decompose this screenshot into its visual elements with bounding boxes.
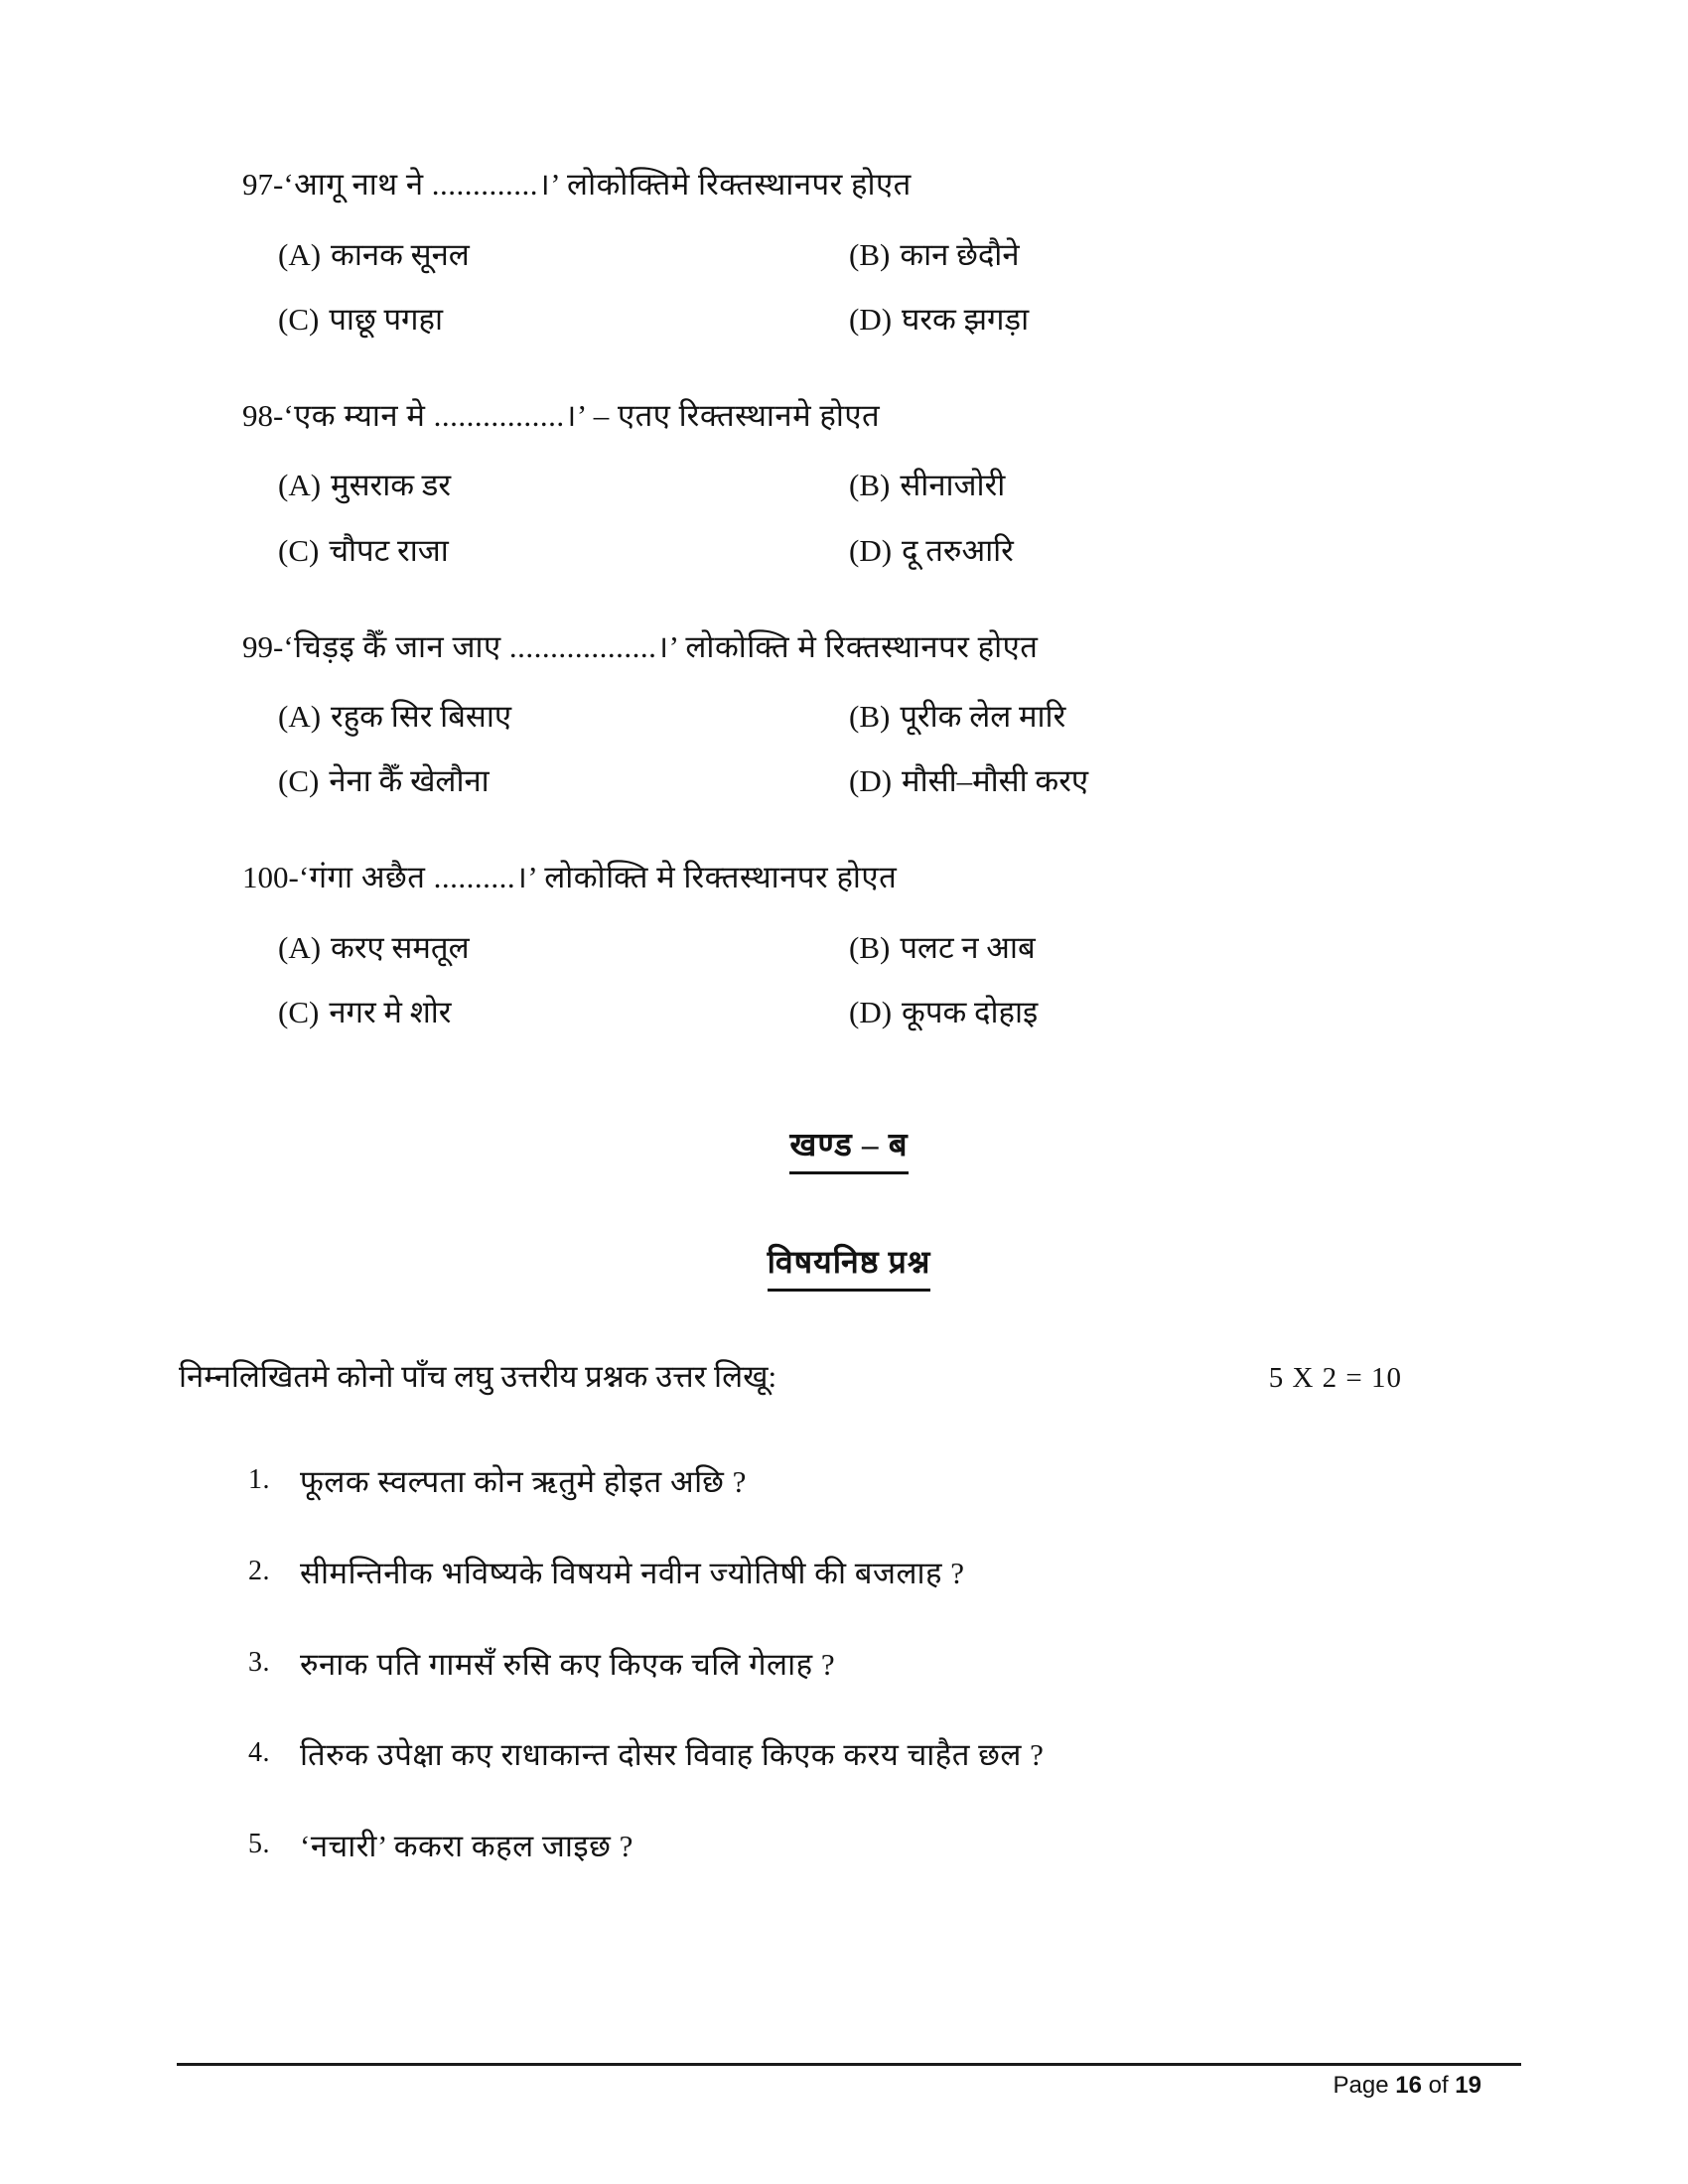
marks-scheme: 5 X 2 = 10 [1268, 1362, 1402, 1395]
option-b [849, 469, 1519, 502]
short-question-2 [248, 1556, 1519, 1591]
short-question-text: तिरुक उपेक्षा कए राधाकान्त दोसर विवाह किएक करय चाहैत छल ? [300, 1737, 1045, 1773]
short-question-number: 5. [248, 1828, 270, 1859]
question-body: ‘चिड़इ कैँ जान जाए ..................।’ लोकोक्ति मे रिक्तस्थानपर होएत [283, 628, 1039, 664]
short-question-4 [248, 1737, 1519, 1773]
mcq-question-97 [179, 167, 1519, 337]
question-number: 97- [242, 167, 284, 202]
page-number-label [177, 2072, 1521, 2100]
short-question-3 [248, 1647, 1519, 1683]
options-grid [179, 238, 1519, 337]
section-heading-text: खण्ड – ब [789, 1121, 908, 1174]
option-b [849, 700, 1519, 734]
option-text: रहुक सिर बिसाए [331, 699, 512, 735]
option-label: (C) [278, 763, 320, 799]
option-c [278, 303, 849, 337]
option-a [278, 469, 849, 502]
option-label: (A) [278, 930, 322, 966]
short-question-text: सीमन्तिनीक भविष्यके विषयमे नवीन ज्योतिषी की बजलाह ? [300, 1555, 965, 1590]
mcq-question-99 [179, 629, 1519, 799]
short-question-text: रुनाक पति गामसँ रुसि कए किएक चलि गेलाह ? [300, 1646, 836, 1682]
option-label: (D) [849, 763, 893, 799]
option-text: पाछू पगहा [329, 301, 443, 337]
option-b [849, 931, 1519, 965]
footer-middle: of [1421, 2072, 1456, 2099]
option-label: (B) [849, 236, 891, 272]
option-text: कानक सूनल [331, 236, 470, 272]
mcq-question-100 [179, 860, 1519, 1029]
short-question-number: 2. [248, 1555, 270, 1586]
option-c [278, 764, 849, 798]
question-text [179, 860, 1519, 895]
option-text: पलट न आब [900, 930, 1036, 966]
option-text: नेना कैँ खेलौना [329, 763, 490, 799]
instruction-row [179, 1355, 1519, 1397]
option-c [278, 996, 849, 1029]
option-d [849, 534, 1519, 568]
option-text: सीनाजोरी [900, 468, 1006, 503]
option-a [278, 700, 849, 734]
option-label: (D) [849, 995, 893, 1030]
question-text [179, 167, 1519, 203]
option-text: कान छेदौने [900, 236, 1020, 272]
option-label: (B) [849, 930, 891, 966]
option-d [849, 303, 1519, 337]
option-label: (C) [278, 301, 320, 337]
footer-page-number: 16 [1395, 2072, 1422, 2099]
option-a [278, 238, 849, 272]
option-label: (B) [849, 699, 891, 735]
option-text: करए समतूल [331, 930, 470, 966]
option-d [849, 996, 1519, 1029]
mcq-question-98 [179, 398, 1519, 568]
options-grid [179, 700, 1519, 798]
option-text: मौसी–मौसी करए [902, 763, 1089, 799]
option-text: पूरीक लेल मारि [900, 699, 1066, 735]
option-label: (B) [849, 468, 891, 503]
instruction-text: निम्नलिखितमे कोनो पाँच लघु उत्तरीय प्रश्नक उत्तर लिखू: [179, 1359, 777, 1395]
option-label: (C) [278, 532, 320, 568]
section-subheading-text: विषयनिष्ठ प्रश्न [768, 1240, 931, 1292]
question-body: ‘आगू नाथ ने .............।’ लोकोक्तिमे रिक्तस्थानपर होएत [283, 167, 912, 202]
question-body: ‘एक म्यान मे ................।’ – एतए रिक्तस्थानमे होएत [283, 397, 881, 433]
page-footer [177, 2063, 1521, 2100]
option-text: कूपक दोहाइ [902, 995, 1039, 1030]
option-text: घरक झगड़ा [902, 301, 1030, 337]
short-question-text: फूलक स्वल्पता कोन ऋतुमे होइत अछि ? [300, 1464, 747, 1500]
short-question-number: 3. [248, 1646, 270, 1678]
short-question-5 [248, 1829, 1519, 1864]
option-c [278, 534, 849, 568]
option-label: (A) [278, 699, 322, 735]
option-b [849, 238, 1519, 272]
options-grid [179, 931, 1519, 1029]
short-question-number: 4. [248, 1737, 270, 1769]
short-question-1 [248, 1464, 1519, 1500]
option-label: (D) [849, 532, 893, 568]
footer-divider [177, 2063, 1521, 2066]
option-d [849, 764, 1519, 798]
options-grid [179, 469, 1519, 567]
question-number: 100- [242, 860, 299, 895]
option-text: मुसराक डर [331, 468, 452, 503]
option-label: (A) [278, 468, 322, 503]
option-label: (A) [278, 236, 322, 272]
short-question-number: 1. [248, 1464, 270, 1496]
section-heading [179, 1121, 1519, 1174]
option-text: नगर मे शोर [329, 995, 452, 1030]
option-label: (C) [278, 995, 320, 1030]
question-text [179, 398, 1519, 434]
section-subheading [179, 1240, 1519, 1292]
footer-total-pages: 19 [1455, 2072, 1481, 2099]
question-text [179, 629, 1519, 665]
option-label: (D) [849, 301, 893, 337]
question-number: 98- [242, 397, 284, 433]
short-question-text: ‘नचारी’ ककरा कहल जाइछ ? [300, 1828, 633, 1863]
question-body: ‘गंगा अछैत ..........।’ लोकोक्ति मे रिक्तस्थानपर होएत [298, 860, 898, 895]
short-question-list [179, 1464, 1519, 1863]
option-a [278, 931, 849, 965]
option-text: दू तरुआरि [902, 532, 1014, 568]
option-text: चौपट राजा [329, 532, 449, 568]
footer-prefix: Page [1333, 2072, 1396, 2099]
question-number: 99- [242, 628, 284, 664]
